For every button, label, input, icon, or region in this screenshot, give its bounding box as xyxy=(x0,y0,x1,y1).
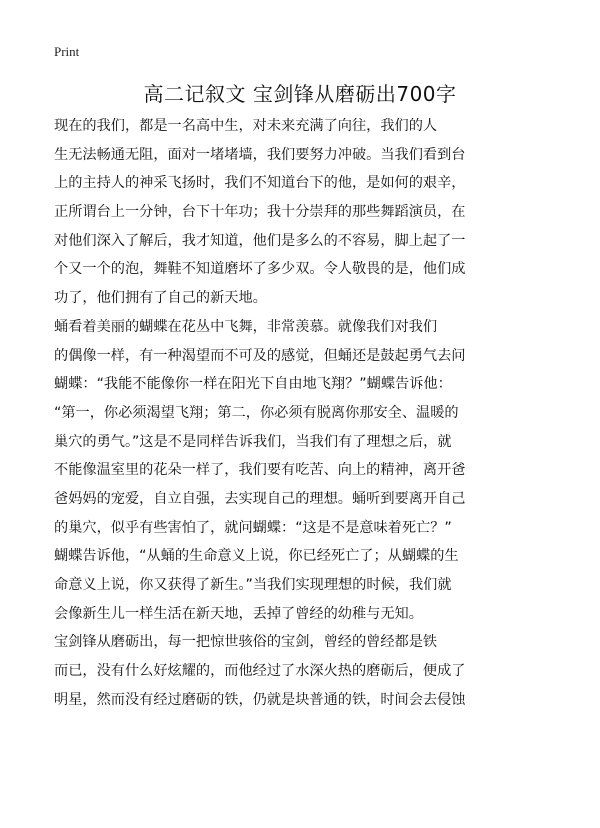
text-line: 命意义上说，你又获得了新生。”当我们实现理想的时候，我们就 xyxy=(54,577,452,593)
text-line: 宝剑锋从磨砺出，每一把惊世骇俗的宝剑，曾经的曾经都是铁 xyxy=(54,634,438,651)
text-line: 蛹看着美丽的蝴蝶在花丛中飞舞，非常羡慕。就像我们对我们 xyxy=(54,318,438,335)
text-line: 而已，没有什么好炫耀的，而他经过了水深火热的磨砺后，便成了 xyxy=(54,663,466,680)
text-line: 个又一个的泡，舞鞋不知道磨坏了多少双。令人敬畏的是，他们成 xyxy=(54,261,466,278)
print-link[interactable]: Print xyxy=(54,44,80,59)
text-line: 爸妈妈的宠爱，自立自强，去实现自己的理想。蛹听到要离开自己 xyxy=(54,490,466,507)
text-line: 正所谓台上一分钟，台下十年功；我十分崇拜的那些舞蹈演员，在 xyxy=(54,204,466,221)
text-line: 蝴蝶：“我能不能像你一样在阳光下自由地飞翔？”蝴蝶告诉他： xyxy=(54,376,452,393)
text-line: 的巢穴，似乎有些害怕了，就问蝴蝶：“这是不是意味着死亡？” xyxy=(54,519,452,536)
text-line: “第一，你必须渴望飞翔；第二，你必须有脱离你那安全、温暖的 xyxy=(54,404,459,421)
text-line: 明星，然而没有经过磨砺的铁，仍就是块普通的铁，时间会去侵蚀 xyxy=(54,691,466,708)
text-line: 对他们深入了解后，我才知道，他们是多么的不容易，脚上起了一 xyxy=(54,232,466,249)
text-line: 的偶像一样，有一种渴望而不可及的感觉，但蛹还是鼓起勇气去问 xyxy=(54,347,466,364)
text-line: 会像新生儿一样生活在新天地，丢掉了曾经的幼稚与无知。 xyxy=(54,605,423,622)
text-line: 上的主持人的神采飞扬时，我们不知道台下的他，是如何的艰辛， xyxy=(54,175,466,192)
text-line: 蝴蝶告诉他，“从蛹的生命意义上说，你已经死亡了；从蝴蝶的生 xyxy=(54,548,459,565)
text-line: 不能像温室里的花朵一样了，我们要有吃苦、向上的精神，离开爸 xyxy=(54,462,466,479)
text-line: 生无法畅通无阻，面对一堵堵墙，我们要努力冲破。当我们看到台 xyxy=(54,146,466,163)
essay-body xyxy=(54,112,554,714)
text-line: 功了，他们拥有了自己的新天地。 xyxy=(54,290,267,307)
text-line: 现在的我们，都是一名高中生，对未来充满了向往，我们的人 xyxy=(54,118,438,134)
essay-title: 高二记叙文 宝剑锋从磨砺出700字 xyxy=(143,82,457,106)
text-line: 巢穴的勇气。”这是不是同样告诉我们，当我们有了理想之后，就 xyxy=(54,433,452,450)
